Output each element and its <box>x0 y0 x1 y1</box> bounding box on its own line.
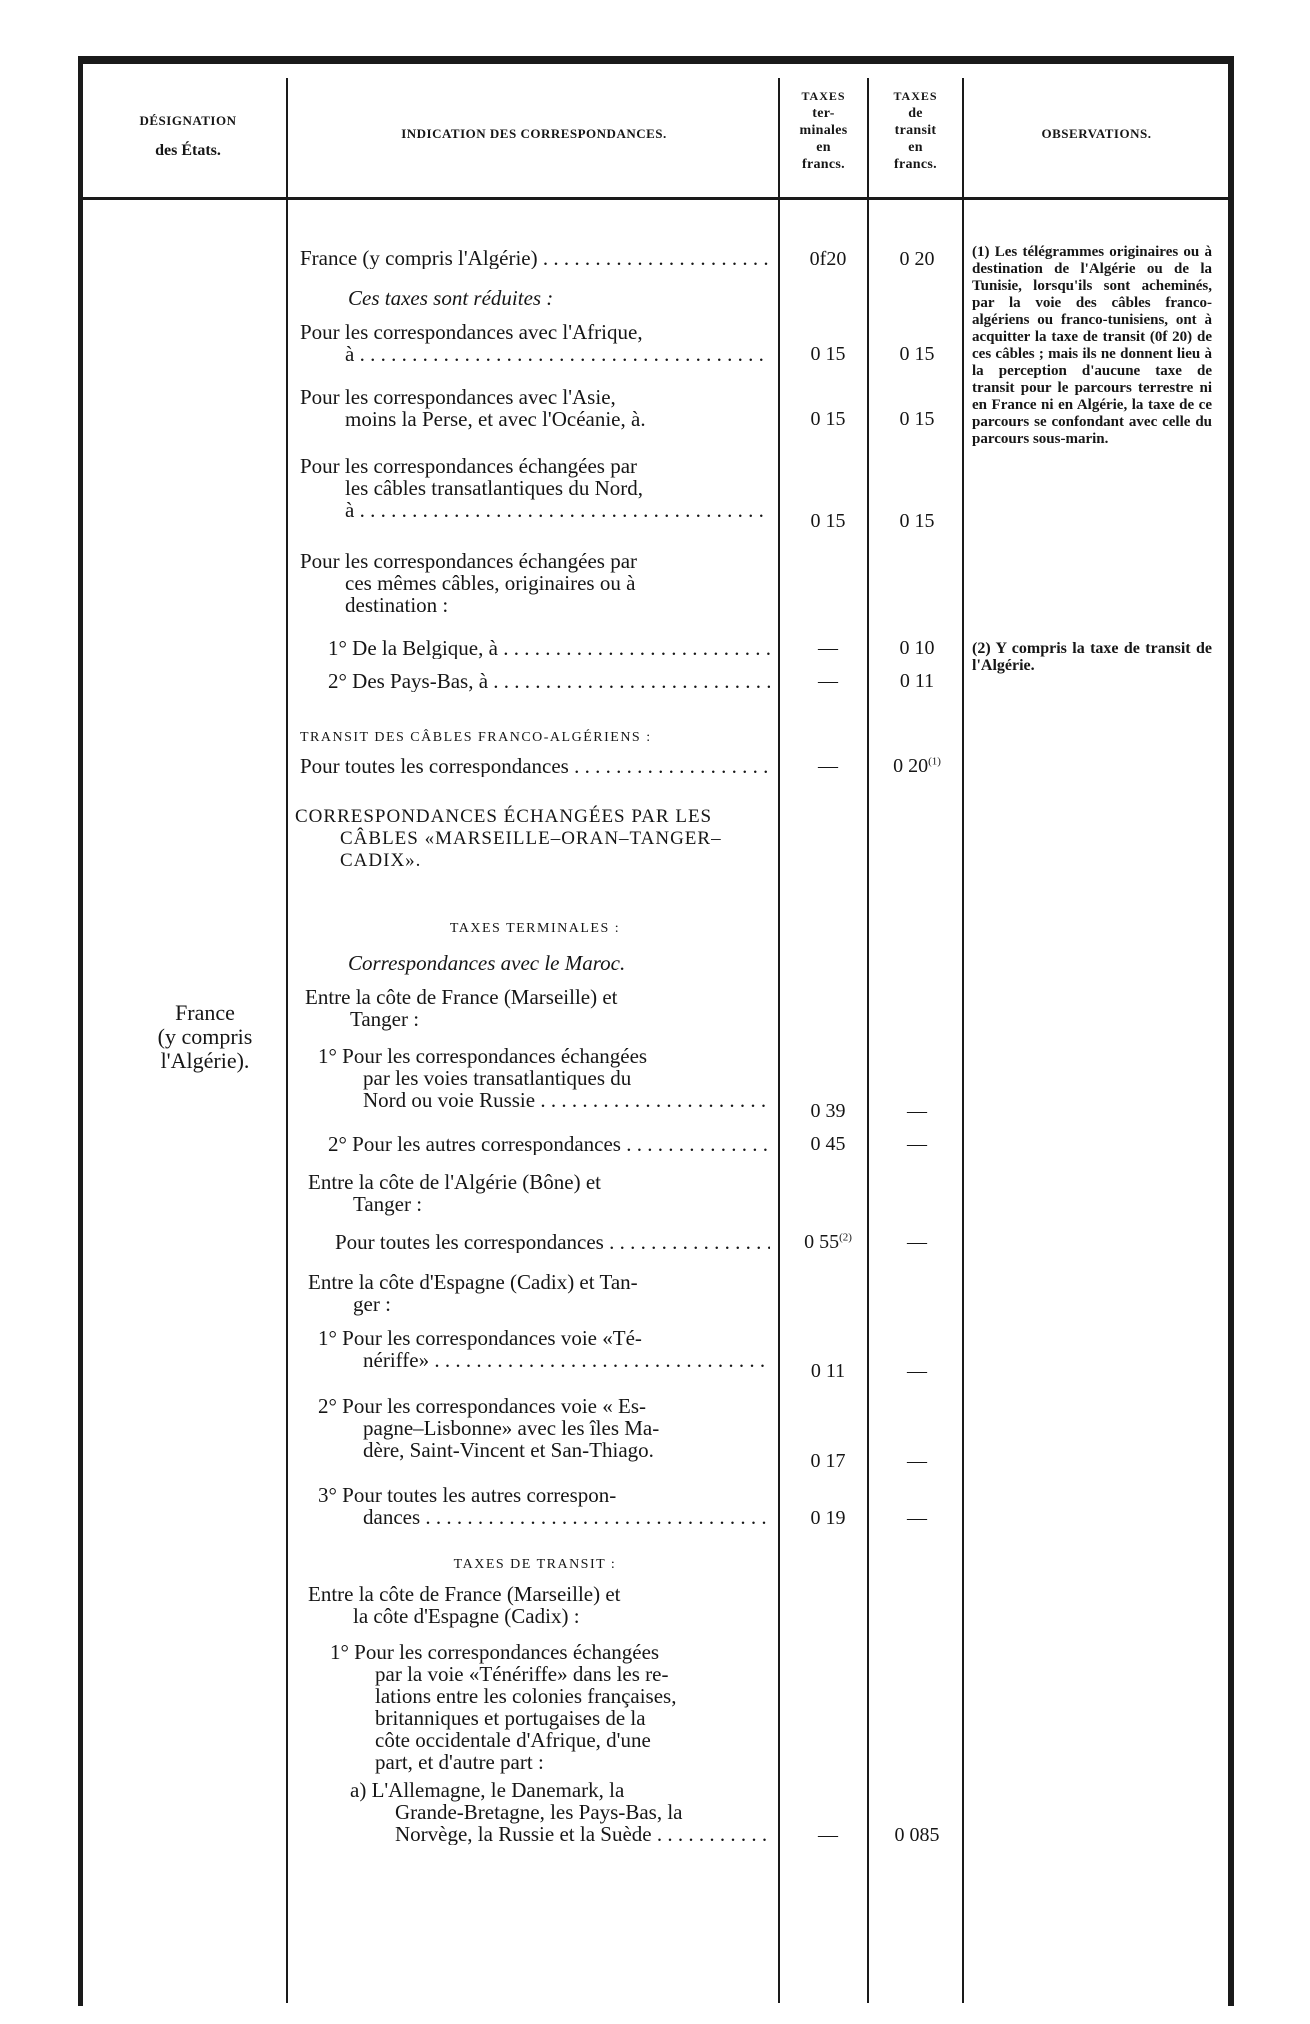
tenerife-terminal-value: 0 11 <box>810 1360 846 1382</box>
row-toutes <box>300 755 770 777</box>
row-france-text: France (y compris l'Algérie) . . . <box>300 247 770 269</box>
row-maroc: Correspondances avec le Maroc. <box>348 951 626 975</box>
header-designation-line1: DÉSIGNATION <box>139 113 237 128</box>
header-transit-taxes <box>869 88 962 173</box>
allemagne-terminal-value: — <box>818 1824 838 1846</box>
row-afrique <box>300 321 770 365</box>
row-colonies-line1: 1° Pour les correspondances échangées <box>330 1640 660 1664</box>
state-line3: l'Algérie). <box>160 1048 250 1073</box>
row-allemagne-line3: Norvège, la Russie et la Suède . . . <box>395 1823 770 1845</box>
row-memes-line2: ces mêmes câbles, originaires ou à <box>345 571 636 595</box>
row-paysbas <box>300 670 770 692</box>
paysbas-terminal-value: — <box>818 670 838 692</box>
section-taxes-terminales: TAXES TERMINALES : <box>449 921 621 936</box>
toutes-algerie-terminal-number: 0 55 <box>804 1231 840 1253</box>
header-designation-line2: des États. <box>155 142 221 159</box>
section-marseille-line3: CADIX». <box>340 850 422 871</box>
row-memes-line1: Pour les correspondances échangées par <box>300 549 638 573</box>
row-allemagne-line2: Grande-Bretagne, les Pays-Bas, la <box>395 1800 683 1824</box>
row-reduites: Ces taxes sont réduites : <box>348 286 554 310</box>
row-autres-espagne-line1: 3° Pour toutes les autres correspon- <box>318 1483 617 1507</box>
autres-espagne-terminal-value: 0 19 <box>810 1507 846 1529</box>
row-belgique <box>300 637 770 659</box>
header-indication: INDICATION DES CORRESPONDANCES. <box>401 126 667 141</box>
header-transit-2: de <box>908 106 923 121</box>
section-taxes-transit: TAXES DE TRANSIT : <box>453 1557 617 1572</box>
row-lisbonne-line1: 2° Pour les correspondances voie « Es- <box>318 1394 646 1418</box>
header-designation <box>90 112 286 159</box>
row-afrique-line1: Pour les correspondances avec l'Afrique, <box>300 320 643 344</box>
toutes-footnote-mark: (1) <box>928 755 941 768</box>
row-colonies-line4: britanniques et portugaises de la <box>375 1706 646 1730</box>
column-rule-1 <box>286 78 288 2003</box>
autres-transit-value: — <box>907 1133 927 1155</box>
header-terminal-2: ter- <box>812 106 835 121</box>
row-france <box>300 247 770 269</box>
autres-terminal-value: 0 45 <box>810 1133 846 1155</box>
row-cote-france-espagne <box>308 1583 770 1627</box>
row-toutes-text: Pour toutes les correspondances . . . <box>300 755 770 777</box>
row-tenerife <box>318 1327 770 1371</box>
row-cote-france-line2: Tanger : <box>350 1007 420 1031</box>
row-cote-algerie <box>308 1171 770 1215</box>
row-voie-russie-line2: par les voies transatlantiques du <box>363 1066 632 1090</box>
header-transit-3: transit <box>894 123 937 138</box>
state-name <box>130 1001 280 1073</box>
header-terminal-taxes <box>780 88 867 173</box>
row-lisbonne-line2: pagne–Lisbonne» avec les îles Ma- <box>363 1416 660 1440</box>
row-lisbonne-line3: dère, Saint-Vincent et San-Thiago. <box>363 1438 654 1462</box>
allemagne-transit-value: 0 085 <box>894 1824 940 1846</box>
row-voie-russie-line3: Nord ou voie Russie . . . <box>363 1089 770 1111</box>
row-afrique-line2: à . . . <box>345 343 770 365</box>
header-transit-4: en <box>908 140 923 155</box>
state-line1: France <box>175 1000 235 1025</box>
row-cote-espagne-line1: Entre la côte d'Espagne (Cadix) et Tan- <box>308 1270 638 1294</box>
nord-terminal-value: 0 15 <box>810 510 846 532</box>
row-allemagne <box>350 1779 770 1845</box>
row-asie <box>300 386 770 430</box>
header-terminal-5: francs. <box>802 157 845 172</box>
toutes-algerie-transit-value: — <box>907 1231 927 1253</box>
row-cote-espagne-line2: ger : <box>353 1292 391 1316</box>
voie-russie-terminal-value: 0 39 <box>810 1100 846 1122</box>
row-memes-line3: destination : <box>345 593 449 617</box>
row-toutes-algerie-text: Pour toutes les correspondances . . . <box>335 1231 770 1253</box>
row-colonies <box>330 1641 770 1773</box>
row-cote-algerie-line1: Entre la côte de l'Algérie (Bône) et <box>308 1170 601 1194</box>
section-marseille-cables <box>295 806 815 872</box>
header-transit-1: TAXES <box>893 89 938 103</box>
row-voie-russie-line1: 1° Pour les correspondances échangées <box>318 1044 648 1068</box>
row-autres-espagne-line2: dances . . . <box>363 1506 770 1528</box>
afrique-terminal-value: 0 15 <box>810 343 846 365</box>
column-rule-3 <box>867 78 869 2003</box>
column-rule-4 <box>962 78 964 2003</box>
frame-top-rule <box>78 56 1234 64</box>
afrique-transit-value: 0 15 <box>899 343 935 365</box>
row-cote-france-line1: Entre la côte de France (Marseille) et <box>305 985 618 1009</box>
frame-right-rule <box>1228 56 1234 2006</box>
row-tenerife-line2: nériffe» . . . <box>363 1349 770 1371</box>
header-divider <box>83 197 1228 200</box>
row-autres-espagne <box>318 1484 770 1528</box>
toutes-terminal-value: — <box>818 755 838 777</box>
lisbonne-transit-value: — <box>907 1450 927 1472</box>
row-colonies-line2: par la voie «Ténériffe» dans les re- <box>375 1662 669 1686</box>
row-cote-france-espagne-line2: la côte d'Espagne (Cadix) : <box>353 1604 580 1628</box>
section-marseille-line2: CÂBLES «MARSEILLE–ORAN–TANGER– <box>340 828 722 849</box>
toutes-algerie-footnote-mark: (2) <box>839 1231 852 1244</box>
row-nord <box>300 455 770 521</box>
asie-transit-value: 0 15 <box>899 408 935 430</box>
header-observations: OBSERVATIONS. <box>1041 126 1152 141</box>
row-allemagne-line1: a) L'Allemagne, le Danemark, la <box>350 1778 625 1802</box>
row-colonies-line5: côte occidentale d'Afrique, d'une <box>375 1728 651 1752</box>
paysbas-transit-value: 0 11 <box>899 670 935 692</box>
row-nord-line2: les câbles transatlantiques du Nord, <box>345 476 643 500</box>
row-asie-line2: moins la Perse, et avec l'Océanie, à. <box>345 407 646 431</box>
row-lisbonne <box>318 1395 770 1461</box>
row-toutes-algerie <box>300 1231 770 1253</box>
france-transit-value: 0 20 <box>899 248 935 270</box>
header-terminal-1: TAXES <box>801 89 846 103</box>
asie-terminal-value: 0 15 <box>810 408 846 430</box>
section-marseille-line1: CORRESPONDANCES ÉCHANGÉES PAR LES <box>295 806 713 827</box>
section-transit-franco-algeriens: TRANSIT DES CÂBLES FRANCO-ALGÉRIENS : <box>300 730 652 745</box>
row-cote-espagne <box>308 1271 770 1315</box>
column-rule-2 <box>778 78 780 2003</box>
france-terminal-value: 0f20 <box>809 248 847 270</box>
frame-left-rule <box>78 56 83 2006</box>
row-autres <box>300 1133 770 1155</box>
row-memes-cables <box>300 550 770 616</box>
tenerife-transit-value: — <box>907 1360 927 1382</box>
lisbonne-terminal-value: 0 17 <box>810 1450 846 1472</box>
row-nord-line3: à . . . <box>345 499 770 521</box>
row-belgique-text: 1° De la Belgique, à . . . <box>328 637 770 659</box>
row-colonies-line3: lations entre les colonies françaises, <box>375 1684 677 1708</box>
autres-espagne-transit-value: — <box>907 1507 927 1529</box>
belgique-terminal-value: — <box>818 637 838 659</box>
voie-russie-transit-value: — <box>907 1100 927 1122</box>
nord-transit-value: 0 15 <box>899 510 935 532</box>
row-cote-france <box>305 986 770 1030</box>
row-tenerife-line1: 1° Pour les correspondances voie «Té- <box>318 1326 642 1350</box>
toutes-algerie-terminal-value <box>783 1231 873 1253</box>
row-asie-line1: Pour les correspondances avec l'Asie, <box>300 385 616 409</box>
observation-note-2: (2) Y compris la taxe de transit de l'Algérie. <box>972 640 1212 674</box>
toutes-transit-number: 0 20 <box>893 755 929 777</box>
header-terminal-3: minales <box>799 123 848 138</box>
row-cote-algerie-line2: Tanger : <box>353 1192 423 1216</box>
row-autres-text: 2° Pour les autres correspondances . . . <box>328 1133 770 1155</box>
row-colonies-line6: part, et d'autre part : <box>375 1750 544 1774</box>
toutes-transit-value <box>872 755 962 777</box>
observation-note-1: (1) Les télégrammes originaires ou à destination de l'Algérie ou de la Tunisie, lorsqu'ils sont acheminés, par la voie des câbles franco-algériens ou franco-tunisiens, ont à acquitter la taxe de transit (0f 20) de ces câbles ; mais ils ne donnent lieu à la perception d'aucune taxe de transit pour le parcours terrestre ni en France ni en Algérie, la taxe de ce parcours se confondant avec celle du parcours sous-marin. <box>972 244 1212 447</box>
belgique-transit-value: 0 10 <box>899 637 935 659</box>
header-terminal-4: en <box>816 140 831 155</box>
row-cote-france-espagne-line1: Entre la côte de France (Marseille) et <box>308 1582 621 1606</box>
row-voie-russie <box>318 1045 770 1111</box>
state-line2: (y compris <box>157 1024 253 1049</box>
row-nord-line1: Pour les correspondances échangées par <box>300 454 638 478</box>
row-paysbas-text: 2° Des Pays-Bas, à . . . <box>328 670 770 692</box>
header-transit-5: francs. <box>894 157 937 172</box>
